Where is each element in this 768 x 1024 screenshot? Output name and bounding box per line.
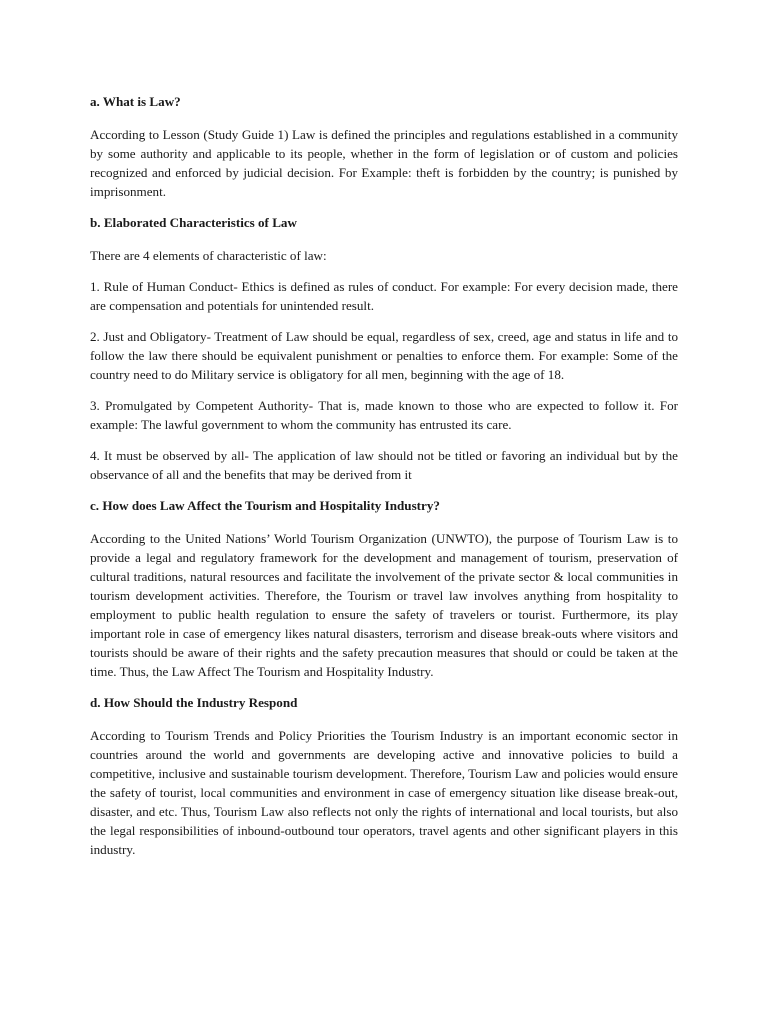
section-c-heading: c. How does Law Affect the Tourism and Hospitality Industry? (90, 498, 440, 513)
section-d-heading: d. How Should the Industry Respond (90, 695, 298, 710)
section-b-intro: There are 4 elements of characteristic of law: (90, 248, 327, 263)
section-b-item-3: 3. Promulgated by Competent Authority- That is, made known to those who are expected to follow it. For example: The lawful government to whom the community has entrusted its care. (90, 398, 678, 432)
section-a-paragraph: According to Lesson (Study Guide 1) Law is defined the principles and regulations established in a community by some authority and applicable to its people, whether in the form of legislation or of custom and policies recognized and enforced by judicial decision. For Example: theft is forbidden by the country; is punished by imprisonment. (90, 127, 678, 199)
document-page (90, 92, 678, 871)
section-b-item-1: 1. Rule of Human Conduct- Ethics is defined as rules of conduct. For example: For every decision made, there are compensation and potentials for unintended result. (90, 279, 678, 313)
section-c-paragraph: According to the United Nations’ World Tourism Organization (UNWTO), the purpose of Tourism Law is to provide a legal and regulatory framework for the development and management of tourism, preservation of cultural traditions, natural resources and facilitate the involvement of the private sector & local communities in tourism development activities. Therefore, the Tourism or travel law involves anything from hospitality to employment to public health regulation to ensure the safety of travelers or tourist. Furthermore, its play important role in case of emergency likes natural disasters, terrorism and disease break-outs where visitors and tourists should be aware of their rights and the safety precaution measures that should or could be taken at the time. Thus, the Law Affect The Tourism and Hospitality Industry. (90, 531, 678, 679)
section-d-paragraph: According to Tourism Trends and Policy Priorities the Tourism Industry is an important economic sector in countries around the world and governments are developing active and innovative policies to build a competitive, inclusive and sustainable tourism development. Therefore, Tourism Law and policies would ensure the safety of tourist, local communities and environment in case of emergency situation like disease break-out, disaster, and etc. Thus, Tourism Law also reflects not only the rights of international and local tourists, but also the legal responsibilities of inbound-outbound tour operators, travel agents and other significant players in this industry. (90, 728, 678, 857)
section-b-item-2: 2. Just and Obligatory- Treatment of Law should be equal, regardless of sex, creed, age and status in life and to follow the law there should be equivalent punishment or penalties to enforce them. For example: Some of the country need to do Military service is obligatory for all men, beginning with the age of 18. (90, 329, 678, 382)
section-b-heading: b. Elaborated Characteristics of Law (90, 215, 297, 230)
section-a-heading: a. What is Law? (90, 94, 181, 109)
section-b-item-4: 4. It must be observed by all- The application of law should not be titled or favoring an individual but by the observance of all and the benefits that may be derived from it (90, 448, 678, 482)
